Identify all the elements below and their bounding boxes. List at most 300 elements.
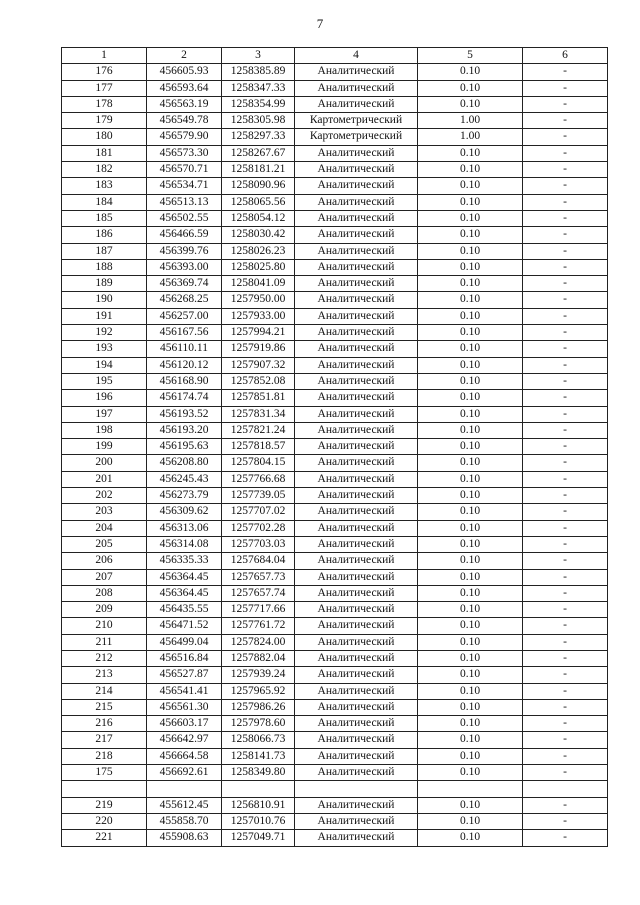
y-coordinate-cell: 1258267.67 bbox=[222, 145, 295, 161]
y-coordinate-cell: 1257766.68 bbox=[222, 471, 295, 487]
point-number-cell bbox=[62, 781, 147, 797]
method-cell: Аналитический bbox=[295, 699, 418, 715]
x-coordinate-cell: 456313.06 bbox=[147, 520, 222, 536]
description-cell: - bbox=[523, 422, 608, 438]
y-coordinate-cell: 1257994.21 bbox=[222, 325, 295, 341]
description-cell: - bbox=[523, 162, 608, 178]
method-cell: Аналитический bbox=[295, 536, 418, 552]
accuracy-cell bbox=[418, 781, 523, 797]
table-row bbox=[62, 569, 608, 585]
table-row bbox=[62, 602, 608, 618]
y-coordinate-cell: 1257824.00 bbox=[222, 634, 295, 650]
point-number-cell: 193 bbox=[62, 341, 147, 357]
x-coordinate-cell: 455858.70 bbox=[147, 813, 222, 829]
x-coordinate-cell: 456309.62 bbox=[147, 504, 222, 520]
accuracy-cell: 0.10 bbox=[418, 455, 523, 471]
table-row bbox=[62, 699, 608, 715]
y-coordinate-cell: 1258065.56 bbox=[222, 194, 295, 210]
point-number-cell: 189 bbox=[62, 276, 147, 292]
accuracy-cell: 0.10 bbox=[418, 732, 523, 748]
accuracy-cell: 1.00 bbox=[418, 129, 523, 145]
table-row bbox=[62, 194, 608, 210]
point-number-cell: 184 bbox=[62, 194, 147, 210]
table-row bbox=[62, 178, 608, 194]
accuracy-cell: 0.10 bbox=[418, 602, 523, 618]
description-cell: - bbox=[523, 243, 608, 259]
point-number-cell: 191 bbox=[62, 308, 147, 324]
table-row bbox=[62, 716, 608, 732]
method-cell: Аналитический bbox=[295, 178, 418, 194]
accuracy-cell: 0.10 bbox=[418, 308, 523, 324]
point-number-cell: 218 bbox=[62, 748, 147, 764]
table-row bbox=[62, 553, 608, 569]
description-cell: - bbox=[523, 602, 608, 618]
point-number-cell: 180 bbox=[62, 129, 147, 145]
y-coordinate-cell: 1258349.80 bbox=[222, 765, 295, 781]
point-number-cell: 209 bbox=[62, 602, 147, 618]
method-cell: Аналитический bbox=[295, 276, 418, 292]
point-number-cell: 199 bbox=[62, 439, 147, 455]
y-coordinate-cell: 1257818.57 bbox=[222, 439, 295, 455]
y-coordinate-cell: 1257707.02 bbox=[222, 504, 295, 520]
y-coordinate-cell: 1258090.96 bbox=[222, 178, 295, 194]
point-number-cell: 217 bbox=[62, 732, 147, 748]
table-row bbox=[62, 341, 608, 357]
x-coordinate-cell: 456549.78 bbox=[147, 113, 222, 129]
table-row bbox=[62, 357, 608, 373]
point-number-cell: 186 bbox=[62, 227, 147, 243]
y-coordinate-cell: 1258305.98 bbox=[222, 113, 295, 129]
x-coordinate-cell: 456561.30 bbox=[147, 699, 222, 715]
accuracy-cell: 0.10 bbox=[418, 748, 523, 764]
table-row bbox=[62, 618, 608, 634]
table-row bbox=[62, 634, 608, 650]
table-row bbox=[62, 390, 608, 406]
method-cell: Картометрический bbox=[295, 113, 418, 129]
method-cell: Аналитический bbox=[295, 145, 418, 161]
description-cell: - bbox=[523, 569, 608, 585]
x-coordinate-cell: 456167.56 bbox=[147, 325, 222, 341]
y-coordinate-cell: 1258297.33 bbox=[222, 129, 295, 145]
description-cell: - bbox=[523, 667, 608, 683]
y-coordinate-cell: 1257739.05 bbox=[222, 488, 295, 504]
accuracy-cell: 0.10 bbox=[418, 667, 523, 683]
accuracy-cell: 0.10 bbox=[418, 520, 523, 536]
x-coordinate-cell: 456466.59 bbox=[147, 227, 222, 243]
x-coordinate-cell: 456335.33 bbox=[147, 553, 222, 569]
table-row bbox=[62, 439, 608, 455]
method-cell: Аналитический bbox=[295, 667, 418, 683]
y-coordinate-cell: 1258054.12 bbox=[222, 210, 295, 226]
x-coordinate-cell: 456435.55 bbox=[147, 602, 222, 618]
method-cell: Аналитический bbox=[295, 96, 418, 112]
x-coordinate-cell: 455908.63 bbox=[147, 830, 222, 846]
method-cell: Аналитический bbox=[295, 390, 418, 406]
point-number-cell: 187 bbox=[62, 243, 147, 259]
table-row bbox=[62, 292, 608, 308]
point-number-cell: 190 bbox=[62, 292, 147, 308]
point-number-cell: 213 bbox=[62, 667, 147, 683]
description-cell: - bbox=[523, 765, 608, 781]
y-coordinate-cell: 1257657.73 bbox=[222, 569, 295, 585]
description-cell: - bbox=[523, 813, 608, 829]
point-number-cell: 215 bbox=[62, 699, 147, 715]
table-row bbox=[62, 471, 608, 487]
accuracy-cell: 0.10 bbox=[418, 471, 523, 487]
description-cell: - bbox=[523, 830, 608, 846]
table-row bbox=[62, 80, 608, 96]
point-number-cell: 203 bbox=[62, 504, 147, 520]
y-coordinate-cell: 1257684.04 bbox=[222, 553, 295, 569]
method-cell: Аналитический bbox=[295, 830, 418, 846]
point-number-cell: 220 bbox=[62, 813, 147, 829]
accuracy-cell: 0.10 bbox=[418, 797, 523, 813]
accuracy-cell: 0.10 bbox=[418, 64, 523, 80]
method-cell: Аналитический bbox=[295, 80, 418, 96]
table-row bbox=[62, 276, 608, 292]
y-coordinate-cell: 1257831.34 bbox=[222, 406, 295, 422]
method-cell: Аналитический bbox=[295, 748, 418, 764]
method-cell: Аналитический bbox=[295, 813, 418, 829]
accuracy-cell: 0.10 bbox=[418, 439, 523, 455]
table-row bbox=[62, 455, 608, 471]
accuracy-cell: 0.10 bbox=[418, 830, 523, 846]
column-header: 3 bbox=[222, 48, 295, 64]
description-cell bbox=[523, 781, 608, 797]
accuracy-cell: 0.10 bbox=[418, 341, 523, 357]
point-number-cell: 205 bbox=[62, 536, 147, 552]
y-coordinate-cell: 1258025.80 bbox=[222, 259, 295, 275]
column-header: 5 bbox=[418, 48, 523, 64]
y-coordinate-cell: 1257950.00 bbox=[222, 292, 295, 308]
accuracy-cell: 0.10 bbox=[418, 276, 523, 292]
y-coordinate-cell: 1257986.26 bbox=[222, 699, 295, 715]
accuracy-cell: 0.10 bbox=[418, 422, 523, 438]
point-number-cell: 176 bbox=[62, 64, 147, 80]
method-cell: Аналитический bbox=[295, 716, 418, 732]
description-cell: - bbox=[523, 96, 608, 112]
point-number-cell: 183 bbox=[62, 178, 147, 194]
x-coordinate-cell: 456399.76 bbox=[147, 243, 222, 259]
y-coordinate-cell: 1258141.73 bbox=[222, 748, 295, 764]
description-cell: - bbox=[523, 797, 608, 813]
point-number-cell: 181 bbox=[62, 145, 147, 161]
table-row bbox=[62, 162, 608, 178]
accuracy-cell: 0.10 bbox=[418, 683, 523, 699]
point-number-cell: 214 bbox=[62, 683, 147, 699]
table-row bbox=[62, 536, 608, 552]
y-coordinate-cell: 1257010.76 bbox=[222, 813, 295, 829]
table-row bbox=[62, 650, 608, 666]
description-cell: - bbox=[523, 520, 608, 536]
point-number-cell: 195 bbox=[62, 373, 147, 389]
accuracy-cell: 0.10 bbox=[418, 488, 523, 504]
method-cell: Аналитический bbox=[295, 683, 418, 699]
accuracy-cell: 0.10 bbox=[418, 650, 523, 666]
description-cell: - bbox=[523, 716, 608, 732]
method-cell: Аналитический bbox=[295, 227, 418, 243]
method-cell: Аналитический bbox=[295, 325, 418, 341]
x-coordinate-cell: 456692.61 bbox=[147, 765, 222, 781]
method-cell: Аналитический bbox=[295, 765, 418, 781]
x-coordinate-cell bbox=[147, 781, 222, 797]
x-coordinate-cell: 455612.45 bbox=[147, 797, 222, 813]
accuracy-cell: 0.10 bbox=[418, 536, 523, 552]
y-coordinate-cell: 1257882.04 bbox=[222, 650, 295, 666]
accuracy-cell: 0.10 bbox=[418, 585, 523, 601]
table-row bbox=[62, 325, 608, 341]
description-cell: - bbox=[523, 748, 608, 764]
method-cell: Аналитический bbox=[295, 341, 418, 357]
table-row bbox=[62, 504, 608, 520]
point-number-cell: 182 bbox=[62, 162, 147, 178]
method-cell: Аналитический bbox=[295, 210, 418, 226]
column-header: 4 bbox=[295, 48, 418, 64]
point-number-cell: 202 bbox=[62, 488, 147, 504]
table-header-row bbox=[62, 48, 608, 64]
x-coordinate-cell: 456527.87 bbox=[147, 667, 222, 683]
y-coordinate-cell: 1257907.32 bbox=[222, 357, 295, 373]
accuracy-cell: 0.10 bbox=[418, 813, 523, 829]
method-cell: Аналитический bbox=[295, 243, 418, 259]
accuracy-cell: 0.10 bbox=[418, 145, 523, 161]
y-coordinate-cell: 1257717.66 bbox=[222, 602, 295, 618]
point-number-cell: 197 bbox=[62, 406, 147, 422]
y-coordinate-cell: 1257965.92 bbox=[222, 683, 295, 699]
description-cell: - bbox=[523, 618, 608, 634]
description-cell: - bbox=[523, 390, 608, 406]
method-cell: Аналитический bbox=[295, 797, 418, 813]
description-cell: - bbox=[523, 439, 608, 455]
accuracy-cell: 0.10 bbox=[418, 357, 523, 373]
table-row bbox=[62, 585, 608, 601]
accuracy-cell: 0.10 bbox=[418, 227, 523, 243]
method-cell: Аналитический bbox=[295, 634, 418, 650]
x-coordinate-cell: 456499.04 bbox=[147, 634, 222, 650]
method-cell: Аналитический bbox=[295, 406, 418, 422]
description-cell: - bbox=[523, 732, 608, 748]
method-cell: Аналитический bbox=[295, 308, 418, 324]
point-number-cell: 207 bbox=[62, 569, 147, 585]
description-cell: - bbox=[523, 683, 608, 699]
y-coordinate-cell: 1258041.09 bbox=[222, 276, 295, 292]
point-number-cell: 177 bbox=[62, 80, 147, 96]
method-cell: Аналитический bbox=[295, 259, 418, 275]
x-coordinate-cell: 456369.74 bbox=[147, 276, 222, 292]
x-coordinate-cell: 456563.19 bbox=[147, 96, 222, 112]
table-row bbox=[62, 520, 608, 536]
table-row bbox=[62, 488, 608, 504]
point-number-cell: 196 bbox=[62, 390, 147, 406]
description-cell: - bbox=[523, 113, 608, 129]
table-row bbox=[62, 113, 608, 129]
table-row bbox=[62, 765, 608, 781]
method-cell: Аналитический bbox=[295, 64, 418, 80]
method-cell: Аналитический bbox=[295, 520, 418, 536]
x-coordinate-cell: 456513.13 bbox=[147, 194, 222, 210]
point-number-cell: 212 bbox=[62, 650, 147, 666]
column-header: 2 bbox=[147, 48, 222, 64]
point-number-cell: 185 bbox=[62, 210, 147, 226]
table-row bbox=[62, 259, 608, 275]
x-coordinate-cell: 456570.71 bbox=[147, 162, 222, 178]
x-coordinate-cell: 456664.58 bbox=[147, 748, 222, 764]
description-cell: - bbox=[523, 553, 608, 569]
table-row bbox=[62, 64, 608, 80]
x-coordinate-cell: 456193.52 bbox=[147, 406, 222, 422]
x-coordinate-cell: 456364.45 bbox=[147, 569, 222, 585]
accuracy-cell: 0.10 bbox=[418, 504, 523, 520]
point-number-cell: 175 bbox=[62, 765, 147, 781]
page-number: 7 bbox=[316, 16, 324, 31]
description-cell: - bbox=[523, 406, 608, 422]
y-coordinate-cell: 1258354.99 bbox=[222, 96, 295, 112]
accuracy-cell: 0.10 bbox=[418, 699, 523, 715]
y-coordinate-cell: 1258181.21 bbox=[222, 162, 295, 178]
description-cell: - bbox=[523, 536, 608, 552]
description-cell: - bbox=[523, 145, 608, 161]
point-number-cell: 188 bbox=[62, 259, 147, 275]
x-coordinate-cell: 456642.97 bbox=[147, 732, 222, 748]
table-row bbox=[62, 373, 608, 389]
method-cell: Картометрический bbox=[295, 129, 418, 145]
description-cell: - bbox=[523, 585, 608, 601]
method-cell: Аналитический bbox=[295, 292, 418, 308]
point-number-cell: 201 bbox=[62, 471, 147, 487]
x-coordinate-cell: 456257.00 bbox=[147, 308, 222, 324]
table-row bbox=[62, 830, 608, 846]
y-coordinate-cell: 1257978.60 bbox=[222, 716, 295, 732]
accuracy-cell: 0.10 bbox=[418, 325, 523, 341]
y-coordinate-cell: 1257933.00 bbox=[222, 308, 295, 324]
x-coordinate-cell: 456541.41 bbox=[147, 683, 222, 699]
method-cell: Аналитический bbox=[295, 488, 418, 504]
table-row bbox=[62, 667, 608, 683]
point-number-cell: 206 bbox=[62, 553, 147, 569]
method-cell: Аналитический bbox=[295, 373, 418, 389]
description-cell: - bbox=[523, 471, 608, 487]
description-cell: - bbox=[523, 80, 608, 96]
y-coordinate-cell: 1258030.42 bbox=[222, 227, 295, 243]
accuracy-cell: 0.10 bbox=[418, 569, 523, 585]
method-cell: Аналитический bbox=[295, 455, 418, 471]
y-coordinate-cell: 1257852.08 bbox=[222, 373, 295, 389]
description-cell: - bbox=[523, 292, 608, 308]
x-coordinate-cell: 456193.20 bbox=[147, 422, 222, 438]
method-cell: Аналитический bbox=[295, 618, 418, 634]
table-row bbox=[62, 732, 608, 748]
x-coordinate-cell: 456605.93 bbox=[147, 64, 222, 80]
method-cell: Аналитический bbox=[295, 553, 418, 569]
table-row bbox=[62, 813, 608, 829]
description-cell: - bbox=[523, 276, 608, 292]
table-row bbox=[62, 406, 608, 422]
table-row bbox=[62, 683, 608, 699]
accuracy-cell: 0.10 bbox=[418, 194, 523, 210]
description-cell: - bbox=[523, 210, 608, 226]
method-cell: Аналитический bbox=[295, 504, 418, 520]
description-cell: - bbox=[523, 341, 608, 357]
description-cell: - bbox=[523, 325, 608, 341]
point-number-cell: 198 bbox=[62, 422, 147, 438]
table-row bbox=[62, 308, 608, 324]
point-number-cell: 210 bbox=[62, 618, 147, 634]
y-coordinate-cell: 1257761.72 bbox=[222, 618, 295, 634]
x-coordinate-cell: 456593.64 bbox=[147, 80, 222, 96]
x-coordinate-cell: 456573.30 bbox=[147, 145, 222, 161]
method-cell: Аналитический bbox=[295, 422, 418, 438]
point-number-cell: 208 bbox=[62, 585, 147, 601]
y-coordinate-cell: 1257657.74 bbox=[222, 585, 295, 601]
point-number-cell: 216 bbox=[62, 716, 147, 732]
x-coordinate-cell: 456579.90 bbox=[147, 129, 222, 145]
y-coordinate-cell: 1257702.28 bbox=[222, 520, 295, 536]
table-row bbox=[62, 422, 608, 438]
accuracy-cell: 0.10 bbox=[418, 259, 523, 275]
x-coordinate-cell: 456245.43 bbox=[147, 471, 222, 487]
x-coordinate-cell: 456273.79 bbox=[147, 488, 222, 504]
description-cell: - bbox=[523, 64, 608, 80]
description-cell: - bbox=[523, 259, 608, 275]
y-coordinate-cell: 1258347.33 bbox=[222, 80, 295, 96]
method-cell: Аналитический bbox=[295, 357, 418, 373]
accuracy-cell: 0.10 bbox=[418, 716, 523, 732]
method-cell bbox=[295, 781, 418, 797]
coordinates-table bbox=[61, 47, 608, 847]
table-row bbox=[62, 129, 608, 145]
accuracy-cell: 0.10 bbox=[418, 210, 523, 226]
x-coordinate-cell: 456195.63 bbox=[147, 439, 222, 455]
method-cell: Аналитический bbox=[295, 602, 418, 618]
table-row bbox=[62, 227, 608, 243]
x-coordinate-cell: 456174.74 bbox=[147, 390, 222, 406]
accuracy-cell: 0.10 bbox=[418, 162, 523, 178]
description-cell: - bbox=[523, 634, 608, 650]
description-cell: - bbox=[523, 178, 608, 194]
description-cell: - bbox=[523, 357, 608, 373]
description-cell: - bbox=[523, 129, 608, 145]
y-coordinate-cell: 1257919.86 bbox=[222, 341, 295, 357]
y-coordinate-cell: 1257804.15 bbox=[222, 455, 295, 471]
y-coordinate-cell: 1257851.81 bbox=[222, 390, 295, 406]
table-row bbox=[62, 210, 608, 226]
x-coordinate-cell: 456516.84 bbox=[147, 650, 222, 666]
description-cell: - bbox=[523, 488, 608, 504]
table-row bbox=[62, 748, 608, 764]
accuracy-cell: 1.00 bbox=[418, 113, 523, 129]
method-cell: Аналитический bbox=[295, 439, 418, 455]
description-cell: - bbox=[523, 504, 608, 520]
x-coordinate-cell: 456534.71 bbox=[147, 178, 222, 194]
x-coordinate-cell: 456314.08 bbox=[147, 536, 222, 552]
accuracy-cell: 0.10 bbox=[418, 292, 523, 308]
accuracy-cell: 0.10 bbox=[418, 553, 523, 569]
x-coordinate-cell: 456393.00 bbox=[147, 259, 222, 275]
accuracy-cell: 0.10 bbox=[418, 80, 523, 96]
table-row bbox=[62, 96, 608, 112]
y-coordinate-cell: 1257939.24 bbox=[222, 667, 295, 683]
accuracy-cell: 0.10 bbox=[418, 618, 523, 634]
point-number-cell: 211 bbox=[62, 634, 147, 650]
y-coordinate-cell: 1257049.71 bbox=[222, 830, 295, 846]
x-coordinate-cell: 456110.11 bbox=[147, 341, 222, 357]
description-cell: - bbox=[523, 373, 608, 389]
accuracy-cell: 0.10 bbox=[418, 765, 523, 781]
point-number-cell: 179 bbox=[62, 113, 147, 129]
x-coordinate-cell: 456364.45 bbox=[147, 585, 222, 601]
accuracy-cell: 0.10 bbox=[418, 96, 523, 112]
x-coordinate-cell: 456603.17 bbox=[147, 716, 222, 732]
